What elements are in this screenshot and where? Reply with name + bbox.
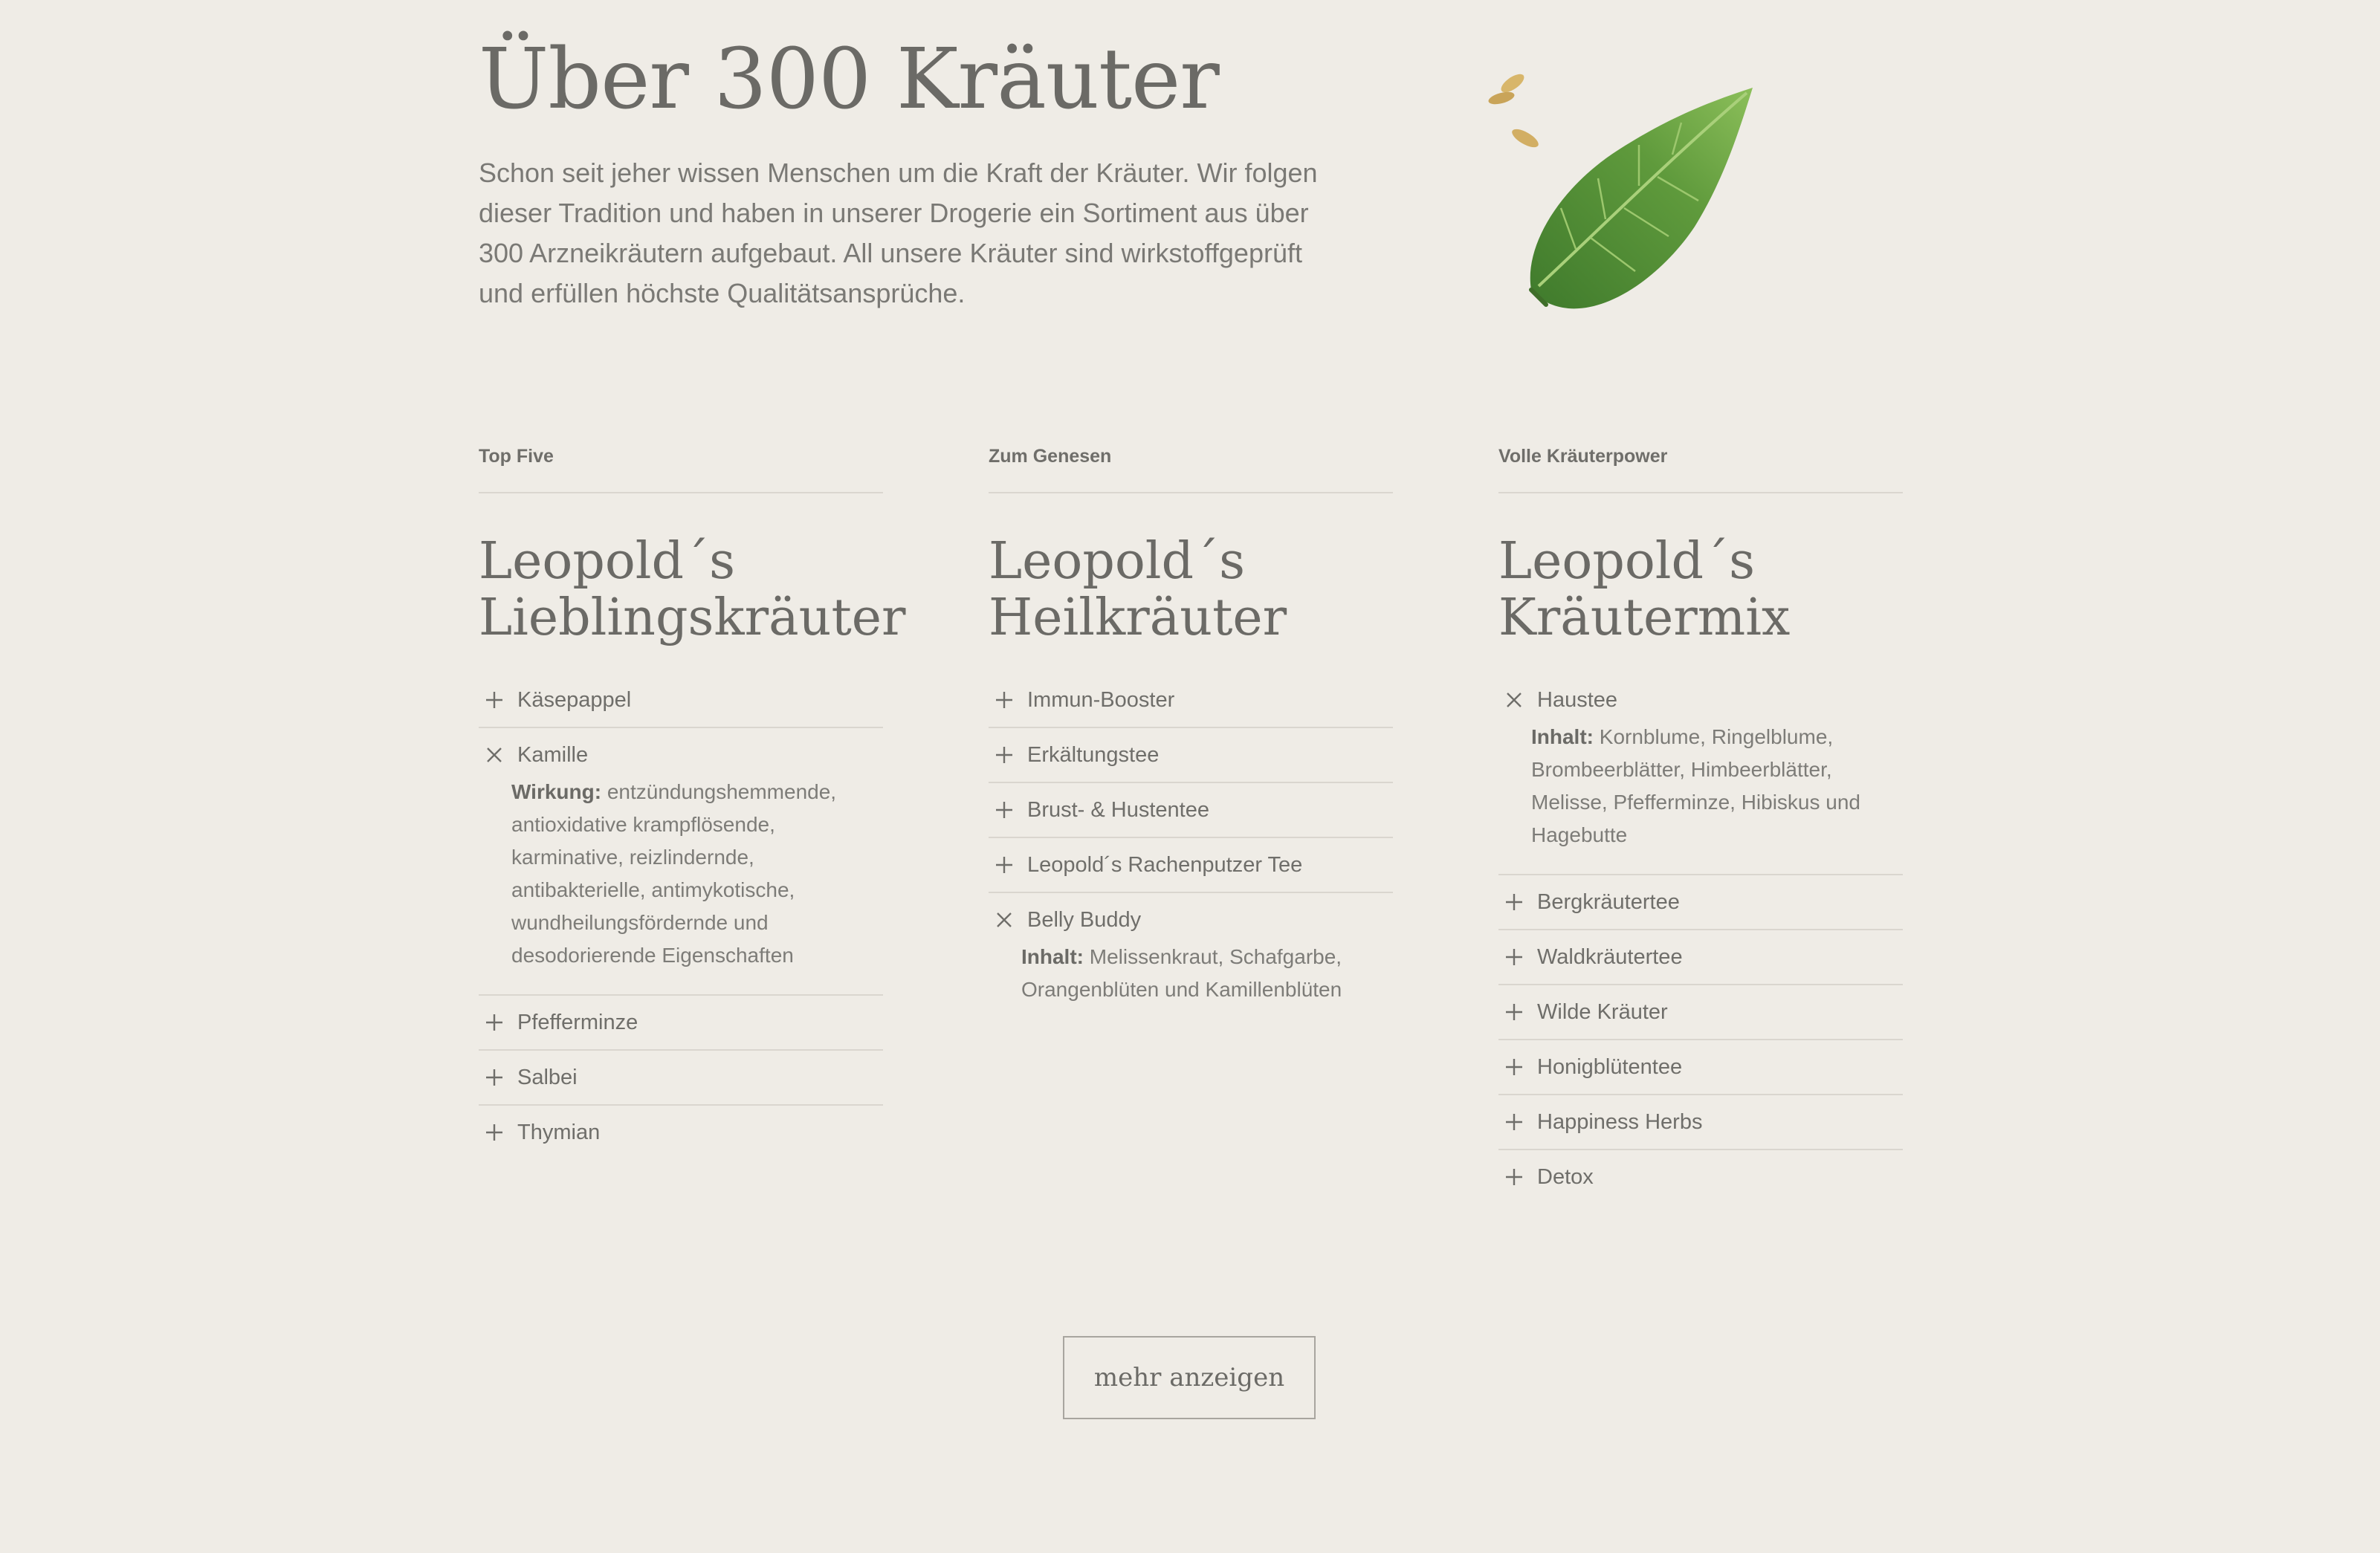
accordion-item-immun-booster bbox=[989, 673, 1393, 728]
herb-accordion bbox=[989, 673, 1393, 1028]
plus-icon bbox=[1504, 1112, 1524, 1132]
accordion-toggle[interactable] bbox=[1498, 985, 1903, 1039]
accordion-label: Immun-Booster bbox=[1027, 687, 1175, 712]
accordion-item-erkaeltungstee bbox=[989, 728, 1393, 783]
plus-icon bbox=[995, 855, 1014, 875]
accordion-label: Salbei bbox=[517, 1065, 578, 1089]
detail-label: Inhalt: bbox=[1021, 945, 1084, 968]
close-icon bbox=[1504, 690, 1524, 710]
detail-text: Melissenkraut, Schafgarbe, Orangenblüten und Kamillenblüten bbox=[1021, 945, 1342, 1001]
plus-icon bbox=[995, 745, 1014, 765]
plus-icon bbox=[1504, 1167, 1524, 1187]
accordion-toggle[interactable] bbox=[1498, 875, 1903, 929]
accordion-item-wilde-kraeuter bbox=[1498, 985, 1903, 1040]
category-title-line1: Leopold´s bbox=[479, 532, 735, 591]
seed-icon bbox=[1487, 90, 1516, 107]
accordion-item-honigbluetentee bbox=[1498, 1040, 1903, 1095]
plus-icon bbox=[485, 1068, 504, 1087]
accordion-item-salbei bbox=[479, 1051, 883, 1106]
plus-icon bbox=[1504, 947, 1524, 967]
plus-icon bbox=[1504, 892, 1524, 912]
detail-label: Inhalt: bbox=[1531, 725, 1594, 748]
plus-icon bbox=[485, 690, 504, 710]
herb-accordion bbox=[1498, 673, 1903, 1204]
nettle-leaf-illustration bbox=[1479, 59, 1776, 327]
accordion-toggle[interactable] bbox=[1498, 673, 1903, 727]
accordion-toggle[interactable] bbox=[989, 673, 1393, 727]
plus-icon bbox=[485, 1013, 504, 1032]
plus-icon bbox=[995, 690, 1014, 710]
accordion-label: Detox bbox=[1537, 1164, 1594, 1189]
accordion-item-pfefferminze bbox=[479, 996, 883, 1051]
accordion-toggle[interactable] bbox=[1498, 1095, 1903, 1149]
accordion-label: Leopold´s Rachenputzer Tee bbox=[1027, 852, 1303, 877]
category-eyebrow: Top Five bbox=[479, 446, 883, 493]
category-title bbox=[479, 532, 906, 647]
accordion-label: Happiness Herbs bbox=[1537, 1109, 1703, 1134]
accordion-label: Pfefferminze bbox=[517, 1010, 638, 1034]
accordion-content bbox=[479, 776, 883, 994]
accordion-item-detox bbox=[1498, 1150, 1903, 1204]
category-title-line2: Heilkräuter bbox=[989, 589, 1287, 647]
accordion-toggle[interactable] bbox=[989, 893, 1393, 947]
show-more-button[interactable]: mehr anzeigen bbox=[1063, 1336, 1316, 1419]
accordion-item-rachenputzer bbox=[989, 838, 1393, 893]
close-icon bbox=[485, 745, 504, 765]
accordion-label: Haustee bbox=[1537, 687, 1618, 712]
detail-text: entzündungshemmende, antioxidative krampflösende, karminative, reizlindernde, antibakterielle, antimykotische, wundheilungsfördernde und desodorierende Eigenschaften bbox=[511, 780, 837, 967]
accordion-toggle[interactable] bbox=[479, 673, 883, 727]
accordion-toggle[interactable] bbox=[479, 1051, 883, 1104]
accordion-toggle[interactable] bbox=[479, 728, 883, 782]
category-column-zum-genesen bbox=[989, 446, 1393, 1028]
accordion-toggle[interactable] bbox=[479, 996, 883, 1049]
accordion-toggle[interactable] bbox=[479, 1106, 883, 1159]
plus-icon bbox=[485, 1123, 504, 1142]
accordion-toggle[interactable] bbox=[1498, 1040, 1903, 1094]
category-eyebrow: Zum Genesen bbox=[989, 446, 1393, 493]
category-title bbox=[989, 534, 1393, 646]
accordion-content bbox=[989, 941, 1393, 1028]
accordion-label: Belly Buddy bbox=[1027, 907, 1142, 932]
category-title-line2: Kräutermix bbox=[1498, 589, 1791, 647]
accordion-toggle[interactable] bbox=[989, 728, 1393, 782]
plus-icon bbox=[1504, 1002, 1524, 1022]
page-title: Über 300 Kräuter bbox=[479, 31, 1219, 128]
accordion-content bbox=[1498, 721, 1903, 874]
accordion-toggle[interactable] bbox=[989, 838, 1393, 892]
category-title-line1: Leopold´s bbox=[1498, 532, 1755, 591]
accordion-item-brust-hustentee bbox=[989, 783, 1393, 838]
accordion-item-bergkraeutertee bbox=[1498, 875, 1903, 930]
accordion-item-belly-buddy bbox=[989, 893, 1393, 1028]
category-title bbox=[1498, 534, 1903, 646]
accordion-label: Honigblütentee bbox=[1537, 1054, 1683, 1079]
herb-accordion bbox=[479, 673, 883, 1159]
detail-text: Kornblume, Ringelblume, Brombeerblätter, Himbeerblätter, Melisse, Pfefferminze, Hibiskus und Hagebutte bbox=[1531, 725, 1860, 846]
accordion-label: Thymian bbox=[517, 1120, 601, 1144]
accordion-item-waldkraeutertee bbox=[1498, 930, 1903, 985]
category-title-line1: Leopold´s bbox=[989, 532, 1245, 591]
accordion-item-kaesepappel bbox=[479, 673, 883, 728]
accordion-item-happiness-herbs bbox=[1498, 1095, 1903, 1150]
plus-icon bbox=[995, 800, 1014, 820]
accordion-label: Bergkräutertee bbox=[1537, 889, 1680, 914]
category-title-line2: Lieblingskräuter bbox=[479, 589, 906, 647]
category-eyebrow: Volle Kräuterpower bbox=[1498, 446, 1903, 493]
accordion-label: Wilde Kräuter bbox=[1537, 999, 1668, 1024]
close-icon bbox=[995, 910, 1014, 930]
plus-icon bbox=[1504, 1057, 1524, 1077]
intro-text: Schon seit jeher wissen Menschen um die Kraft der Kräuter. Wir folgen dieser Tradition und haben in unserer Drogerie ein Sortiment aus über 300 Arzneikräutern aufgebaut. All unsere Kräuter sind wirkstoffgeprüft und erfüllen höchste Qualitätsansprüche. bbox=[479, 158, 1318, 308]
accordion-item-haustee bbox=[1498, 673, 1903, 875]
detail-label: Wirkung: bbox=[511, 780, 602, 803]
accordion-item-thymian bbox=[479, 1106, 883, 1159]
accordion-label: Erkältungstee bbox=[1027, 742, 1160, 767]
accordion-label: Kamille bbox=[517, 742, 589, 767]
accordion-toggle[interactable] bbox=[989, 783, 1393, 837]
accordion-item-kamille bbox=[479, 728, 883, 996]
accordion-label: Brust- & Hustentee bbox=[1027, 797, 1209, 822]
category-column-top-five bbox=[479, 446, 906, 1159]
accordion-toggle[interactable] bbox=[1498, 1150, 1903, 1204]
seed-icon bbox=[1510, 126, 1542, 151]
seed-icon bbox=[1498, 71, 1527, 96]
category-column-volle-kraeuterpower bbox=[1498, 446, 1903, 1204]
accordion-label: Waldkräutertee bbox=[1537, 944, 1683, 969]
accordion-label: Käsepappel bbox=[517, 687, 632, 712]
accordion-toggle[interactable] bbox=[1498, 930, 1903, 984]
